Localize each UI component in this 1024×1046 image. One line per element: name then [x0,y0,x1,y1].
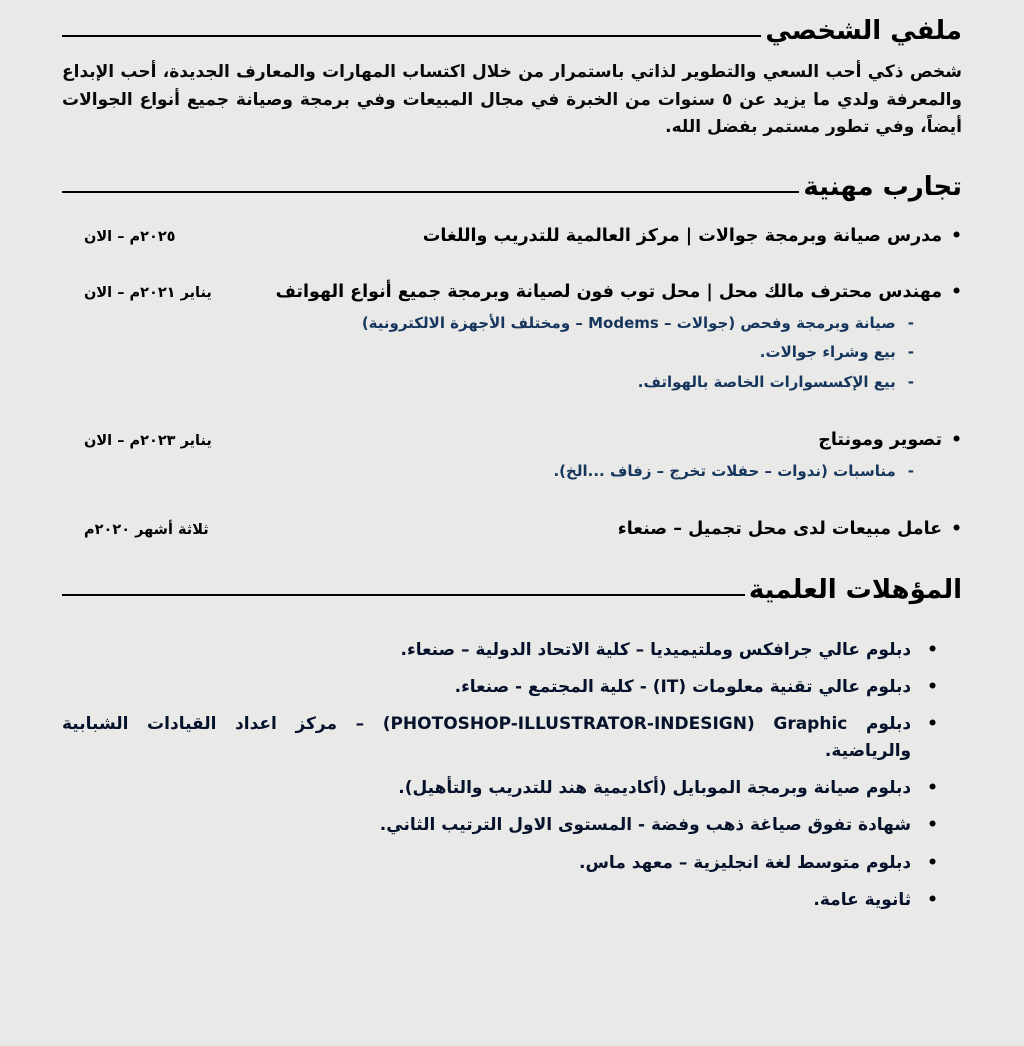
experience-job-title: مدرس صيانة وبرمجة جوالات | مركز العالمية للتدريب واللغات [422,225,943,246]
experience-title-wrap [618,519,962,539]
education-item [62,887,938,913]
education-item [62,637,938,663]
education-item [62,674,938,700]
experience-detail-list [62,461,914,483]
education-item-text: دبلوم صيانة وبرمجة الموبايل (أكاديمية هند للتدريب والتأهيل). [398,777,912,798]
dash-icon: - [907,313,914,332]
experience-detail-item [62,372,914,394]
bullet-icon: • [927,676,938,697]
experience-item [62,226,962,246]
experience-item [62,430,962,483]
experience-detail-item [62,461,914,483]
experience-detail-text: صيانة وبرمجة وفحص (جوالات – Modems – ومختلف الأجهزة الالكترونية) [361,313,896,332]
experience-detail-text: مناسبات (ندوات – حفلات تخرج – زفاف ...الخ). [553,461,896,480]
experience-section [62,172,962,539]
experience-detail-item [62,342,914,364]
experience-detail-text: بيع الإكسسوارات الخاصة بالهواتف. [637,373,896,392]
dash-icon: - [907,461,914,480]
bullet-icon: • [927,777,938,798]
section-underline [62,191,799,193]
bullet-icon: • [951,281,962,302]
experience-title-wrap [423,226,962,246]
education-section-title: المؤهلات العلمية [748,574,962,605]
profile-section [62,16,962,142]
experience-date: ثلاثة أشهر ٢٠٢٠م [84,521,209,538]
bullet-icon: • [951,225,962,246]
education-item-text: شهادة تفوق صياغة ذهب وفضة - المستوى الاول الترتيب الثاني. [379,815,912,836]
experience-item [62,282,962,394]
experience-item [62,519,962,539]
experience-job-title: مهندس محترف مالك محل | محل توب فون لصيانة وبرمجة جميع أنواع الهواتف [275,281,943,302]
dash-icon: - [907,373,914,392]
experience-detail-text: بيع وشراء جوالات. [759,343,896,362]
section-underline [62,594,745,596]
education-list [62,637,962,914]
education-item-text: ثانوية عامة. [813,890,912,910]
profile-heading-row [62,16,962,46]
experience-date: ٢٠٢٥م – الان [84,228,176,245]
experience-detail-item [62,313,914,335]
experience-list [62,226,962,539]
bullet-icon: • [927,890,938,910]
education-item [62,775,938,801]
experience-job-title: عامل مبيعات لدى محل تجميل – صنعاء [617,518,943,539]
bullet-icon: • [951,429,962,450]
dash-icon: - [907,343,914,362]
experience-heading-row [62,172,962,202]
education-section [62,575,962,914]
experience-item-row [62,226,962,246]
experience-item-row [62,519,962,539]
education-item-text: دبلوم Graphic ‏(PHOTOSHOP-ILLUSTRATOR-INDESIGN) – مركز اعداد القيادات الشبابية والرياضية. [62,714,912,761]
bullet-icon: • [951,518,962,539]
experience-date: يناير ٢٠٢٣م – الان [84,432,212,449]
experience-job-title: تصوير ومونتاج [818,429,943,450]
experience-date: يناير ٢٠٢١م – الان [84,284,212,301]
bullet-icon: • [927,639,938,660]
education-item-text: دبلوم عالي تقنية معلومات (IT) - كلية المجتمع - صنعاء. [454,676,912,697]
education-item [62,812,938,838]
experience-detail-list [62,313,914,394]
experience-section-title: تجارب مهنية [803,171,962,202]
experience-item-row [62,282,962,302]
experience-title-wrap [276,282,962,302]
bullet-icon: • [927,852,938,873]
education-item-text: دبلوم متوسط لغة انجليزية – معهد ماس. [579,852,912,873]
education-item-text: دبلوم عالي جرافكس وملتيميديا – كلية الاتحاد الدولية – صنعاء. [400,639,912,660]
education-item [62,850,938,876]
profile-summary-text: شخص ذكي أحب السعي والتطوير لذاتي باستمرار من خلال اكتساب المهارات والمعارف الجديدة، أحب الإبداع والمعرفة ولدي ما يزيد عن ٥ سنوات من الخبرة في مجال المبيعات وفي برمجة وصيانة جميع أنواع الجوالات أيضاً، وفي تطور مستمر بفضل الله. [62,62,962,138]
profile-section-title: ملفي الشخصي [765,16,962,46]
education-heading-row [62,575,962,605]
experience-item-row [62,430,962,450]
education-item [62,711,938,764]
experience-title-wrap [818,430,962,450]
section-underline [62,35,761,37]
bullet-icon: • [927,815,938,836]
bullet-icon: • [927,714,938,735]
